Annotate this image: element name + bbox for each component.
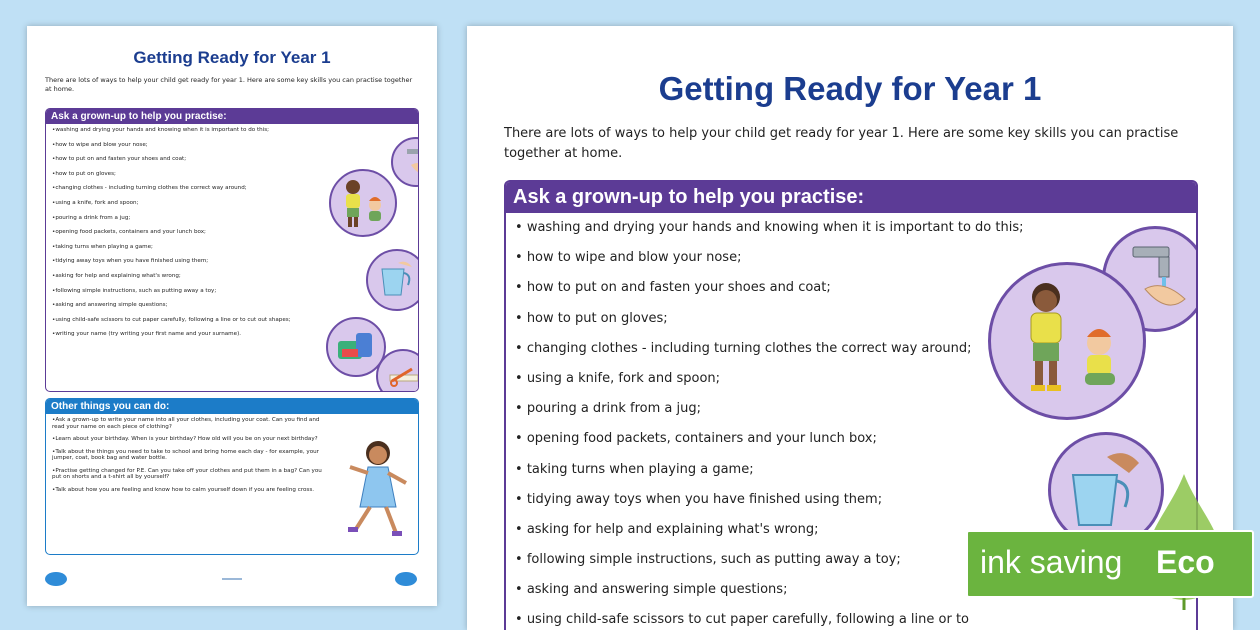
logo-icon — [395, 572, 417, 586]
list-item: • asking for help and explaining what's wrong; — [515, 521, 985, 551]
list-item: • using child-safe scissors to cut paper carefully, following a line or to cut out shapes; — [52, 317, 297, 332]
list-item: • taking turns when playing a game; — [515, 461, 985, 491]
ink-saving-badge — [966, 530, 1254, 598]
practise-heading: Ask a grown-up to help you practise: — [506, 182, 1196, 213]
list-item: • asking and answering simple questions; — [515, 581, 985, 611]
list-item: • Talk about how you are feeling and know how to calm yourself down if you are feeling cross. — [52, 487, 327, 494]
children-icon — [988, 262, 1146, 420]
list-item: • tidying away toys when you have finished using them; — [52, 258, 297, 273]
list-item: • following simple instructions, such as putting away a toy; — [52, 288, 297, 303]
list-item: • asking for help and explaining what's wrong; — [52, 273, 297, 288]
list-item: • using a knife, fork and spoon; — [52, 200, 297, 215]
list-item: • how to put on and fasten your shoes and coat; — [515, 279, 985, 309]
list-item: • changing clothes - including turning clothes the correct way around; — [52, 185, 297, 200]
small-page-intro: There are lots of ways to help your child get ready for year 1. Here are some key skills you can practise together at home. — [45, 76, 413, 93]
page-intro: There are lots of ways to help your child get ready for year 1. Here are some key skills you can practise together at home. — [504, 126, 1179, 161]
list-item: • using child-safe scissors to cut paper carefully, following a line or to — [515, 611, 985, 630]
small-page-title: Getting Ready for Year 1 — [133, 48, 331, 67]
list-item: • tidying away toys when you have finished using them; — [515, 491, 985, 521]
list-item: • pouring a drink from a jug; — [52, 215, 297, 230]
small-page-preview — [27, 26, 437, 606]
small-practise-heading: Ask a grown-up to help you practise: — [46, 109, 418, 124]
eco-label: Eco — [1156, 544, 1215, 580]
list-item: • washing and drying your hands and knowing when it is important to do this; — [515, 219, 985, 249]
jug-icon — [366, 249, 419, 311]
logo-icon — [45, 572, 67, 586]
list-item: • Learn about your birthday. When is your birthday? How old will you be on your next birthday? — [52, 436, 327, 443]
ink-saving-label: ink saving — [980, 544, 1123, 580]
small-other-heading: Other things you can do: — [46, 399, 418, 414]
children-icon — [329, 169, 397, 237]
small-practise-box — [45, 108, 419, 392]
small-page-footer — [27, 566, 437, 606]
scissors-icon — [376, 349, 419, 392]
tap-hands-icon — [391, 137, 419, 187]
list-item: • Practise getting changed for P.E. Can you take off your clothes and put them in a bag? Can you put on shorts and a t-shirt all by yourself? — [52, 468, 327, 481]
list-item: • following simple instructions, such as putting away a toy; — [515, 551, 985, 581]
footer-line — [222, 578, 242, 580]
list-item: • how to put on and fasten your shoes and coat; — [52, 156, 297, 171]
list-item: • asking and answering simple questions; — [52, 302, 297, 317]
girl-running-icon — [338, 431, 418, 551]
list-item: • changing clothes - including turning clothes the correct way around; — [515, 340, 985, 370]
small-other-box — [45, 398, 419, 555]
list-item: • using a knife, fork and spoon; — [515, 370, 985, 400]
list-item: • opening food packets, containers and your lunch box; — [515, 430, 985, 460]
list-item: • how to put on gloves; — [52, 171, 297, 186]
list-item: • how to wipe and blow your nose; — [52, 142, 297, 157]
list-item: • opening food packets, containers and your lunch box; — [52, 229, 297, 244]
list-item: • taking turns when playing a game; — [52, 244, 297, 259]
list-item: • writing your name (try writing your first name and your surname). — [52, 331, 297, 346]
list-item: • Talk about the things you need to take to school and bring home each day - for example, your jumper, coat, book bag and water bottle. — [52, 449, 327, 462]
list-item: • washing and drying your hands and knowing when it is important to do this; — [52, 127, 297, 142]
list-item: • Ask a grown-up to write your name into all your clothes, including your coat. Can you find and read your name on each piece of clothing? — [52, 417, 327, 430]
page-title: Getting Ready for Year 1 — [658, 70, 1042, 107]
list-item: • pouring a drink from a jug; — [515, 400, 985, 430]
list-item: • how to wipe and blow your nose; — [515, 249, 985, 279]
list-item: • how to put on gloves; — [515, 310, 985, 340]
